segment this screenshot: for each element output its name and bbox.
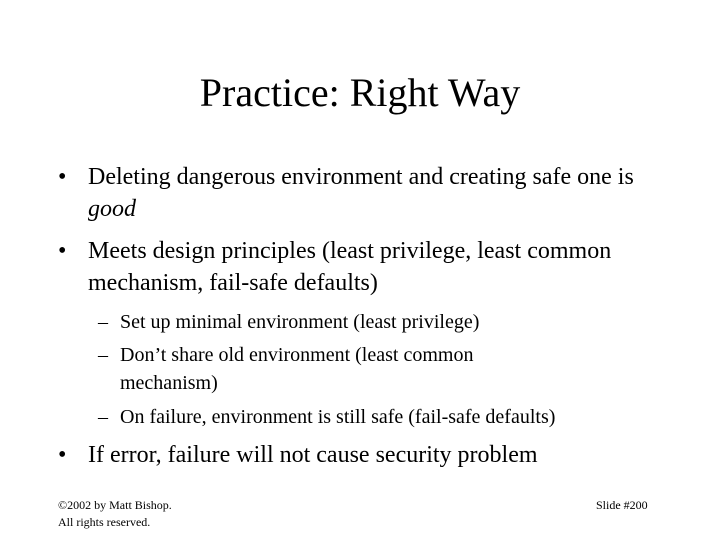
bullet-text: Deleting dangerous environment and creating safe one is — [88, 164, 634, 190]
rights-line: All rights reserved. — [58, 515, 151, 529]
slide-title: Practice: Right Way — [199, 70, 521, 115]
sub-bullet-marker: – — [98, 311, 108, 333]
bullet-item — [58, 439, 668, 471]
sub-bullet-text: Set up minimal environment (least privilege) — [120, 311, 480, 333]
copyright-line: ©2002 by Matt Bishop. — [58, 498, 172, 512]
bullet-marker: • — [58, 238, 67, 264]
bullet-text: If error, failure will not cause security problem — [88, 442, 538, 468]
bullet-emphasis: good — [88, 196, 136, 222]
sub-bullet-item — [98, 403, 700, 431]
sub-bullet-text: Don’t share old environment (least common mechanism) — [120, 344, 474, 394]
sub-bullet-item — [98, 308, 680, 336]
bullet-text: Meets design principles (least privilege, least common mechanism, fail-safe defaults) — [88, 238, 612, 296]
sub-bullet-marker: – — [98, 344, 108, 366]
sub-bullet-item — [98, 341, 560, 397]
sub-bullet-marker: – — [98, 406, 108, 428]
bullet-marker: • — [58, 164, 67, 190]
footer-copyright — [58, 497, 172, 531]
bullet-marker: • — [58, 442, 67, 468]
bullet-item — [58, 161, 668, 225]
sub-bullet-text: On failure, environment is still safe (fail-safe defaults) — [120, 406, 556, 428]
bullet-item — [58, 235, 668, 299]
slide-number: Slide #200 — [596, 498, 648, 512]
